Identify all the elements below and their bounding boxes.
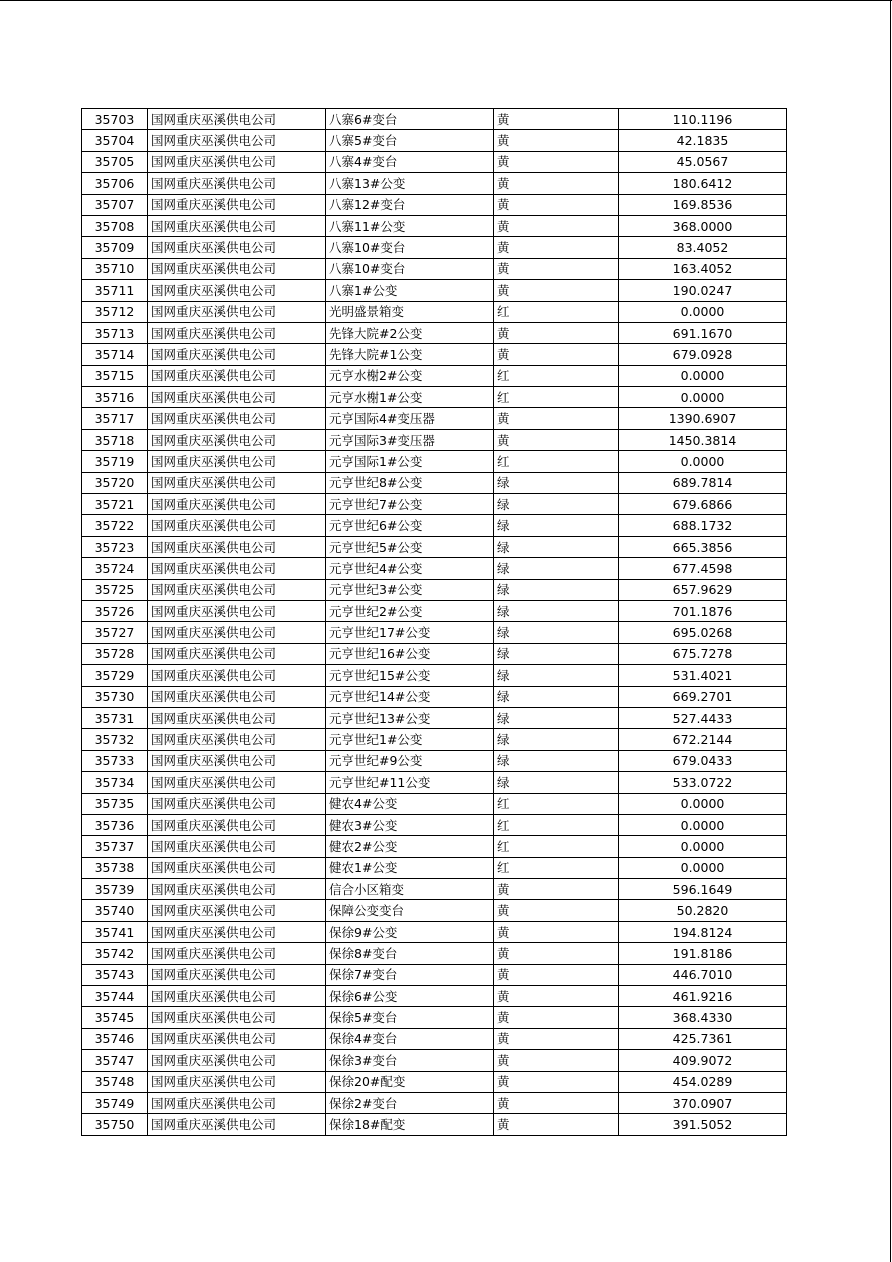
status-cell: 黄 xyxy=(494,151,619,172)
company-cell: 国网重庆巫溪供电公司 xyxy=(148,215,326,236)
company-cell: 国网重庆巫溪供电公司 xyxy=(148,365,326,386)
station-name-cell: 八寨6#变台 xyxy=(326,109,494,130)
table-row xyxy=(82,322,787,343)
company-cell: 国网重庆巫溪供电公司 xyxy=(148,1050,326,1071)
status-cell: 黄 xyxy=(494,900,619,921)
company-cell: 国网重庆巫溪供电公司 xyxy=(148,1114,326,1135)
company-cell: 国网重庆巫溪供电公司 xyxy=(148,986,326,1007)
company-cell: 国网重庆巫溪供电公司 xyxy=(148,772,326,793)
row-id-cell: 35737 xyxy=(82,836,148,857)
row-id-cell: 35720 xyxy=(82,472,148,493)
station-name-cell: 保徐7#变台 xyxy=(326,964,494,985)
value-cell: 163.4052 xyxy=(619,258,787,279)
status-cell: 红 xyxy=(494,387,619,408)
page-top-border xyxy=(0,0,892,1)
value-cell: 42.1835 xyxy=(619,130,787,151)
table-row xyxy=(82,558,787,579)
table-row xyxy=(82,451,787,472)
value-cell: 677.4598 xyxy=(619,558,787,579)
value-cell: 368.0000 xyxy=(619,215,787,236)
station-name-cell: 先锋大院#1公变 xyxy=(326,344,494,365)
table-row xyxy=(82,1007,787,1028)
row-id-cell: 35710 xyxy=(82,258,148,279)
station-name-cell: 元亨世纪13#公变 xyxy=(326,707,494,728)
value-cell: 0.0000 xyxy=(619,836,787,857)
value-cell: 531.4021 xyxy=(619,665,787,686)
table-row xyxy=(82,772,787,793)
station-name-cell: 保徐20#配变 xyxy=(326,1071,494,1092)
station-name-cell: 八寨11#公变 xyxy=(326,215,494,236)
station-name-cell: 元亨世纪4#公变 xyxy=(326,558,494,579)
table-row xyxy=(82,986,787,1007)
station-name-cell: 八寨10#变台 xyxy=(326,237,494,258)
value-cell: 679.0928 xyxy=(619,344,787,365)
row-id-cell: 35718 xyxy=(82,429,148,450)
row-id-cell: 35742 xyxy=(82,943,148,964)
table-row xyxy=(82,280,787,301)
table-row xyxy=(82,130,787,151)
status-cell: 绿 xyxy=(494,600,619,621)
status-cell: 黄 xyxy=(494,429,619,450)
company-cell: 国网重庆巫溪供电公司 xyxy=(148,109,326,130)
table-row xyxy=(82,365,787,386)
row-id-cell: 35732 xyxy=(82,729,148,750)
table-row xyxy=(82,729,787,750)
row-id-cell: 35706 xyxy=(82,173,148,194)
table-row xyxy=(82,1028,787,1049)
company-cell: 国网重庆巫溪供电公司 xyxy=(148,643,326,664)
company-cell: 国网重庆巫溪供电公司 xyxy=(148,900,326,921)
station-name-cell: 健农1#公变 xyxy=(326,857,494,878)
value-cell: 675.7278 xyxy=(619,643,787,664)
station-name-cell: 先锋大院#2公变 xyxy=(326,322,494,343)
row-id-cell: 35750 xyxy=(82,1114,148,1135)
station-name-cell: 元亨世纪5#公变 xyxy=(326,536,494,557)
status-cell: 绿 xyxy=(494,579,619,600)
value-cell: 596.1649 xyxy=(619,879,787,900)
value-cell: 701.1876 xyxy=(619,600,787,621)
station-name-cell: 保障公变变台 xyxy=(326,900,494,921)
company-cell: 国网重庆巫溪供电公司 xyxy=(148,921,326,942)
table-row xyxy=(82,344,787,365)
row-id-cell: 35709 xyxy=(82,237,148,258)
company-cell: 国网重庆巫溪供电公司 xyxy=(148,600,326,621)
station-name-cell: 元亨国际3#变压器 xyxy=(326,429,494,450)
company-cell: 国网重庆巫溪供电公司 xyxy=(148,151,326,172)
row-id-cell: 35719 xyxy=(82,451,148,472)
company-cell: 国网重庆巫溪供电公司 xyxy=(148,707,326,728)
status-cell: 绿 xyxy=(494,729,619,750)
table-row xyxy=(82,387,787,408)
row-id-cell: 35716 xyxy=(82,387,148,408)
table-row xyxy=(82,964,787,985)
table-row xyxy=(82,429,787,450)
company-cell: 国网重庆巫溪供电公司 xyxy=(148,301,326,322)
station-name-cell: 元亨水榭1#公变 xyxy=(326,387,494,408)
table-row xyxy=(82,793,787,814)
table-row xyxy=(82,686,787,707)
status-cell: 绿 xyxy=(494,665,619,686)
company-cell: 国网重庆巫溪供电公司 xyxy=(148,280,326,301)
station-name-cell: 八寨1#公变 xyxy=(326,280,494,301)
row-id-cell: 35704 xyxy=(82,130,148,151)
status-cell: 红 xyxy=(494,301,619,322)
status-cell: 黄 xyxy=(494,258,619,279)
status-cell: 红 xyxy=(494,857,619,878)
value-cell: 461.9216 xyxy=(619,986,787,1007)
row-id-cell: 35726 xyxy=(82,600,148,621)
status-cell: 黄 xyxy=(494,130,619,151)
station-name-cell: 保徐5#变台 xyxy=(326,1007,494,1028)
row-id-cell: 35703 xyxy=(82,109,148,130)
value-cell: 425.7361 xyxy=(619,1028,787,1049)
row-id-cell: 35707 xyxy=(82,194,148,215)
value-cell: 0.0000 xyxy=(619,814,787,835)
table-row xyxy=(82,1114,787,1135)
status-cell: 黄 xyxy=(494,1028,619,1049)
table-row xyxy=(82,515,787,536)
company-cell: 国网重庆巫溪供电公司 xyxy=(148,494,326,515)
table-row xyxy=(82,814,787,835)
status-cell: 黄 xyxy=(494,1092,619,1113)
station-name-cell: 元亨世纪7#公变 xyxy=(326,494,494,515)
row-id-cell: 35745 xyxy=(82,1007,148,1028)
table-row xyxy=(82,472,787,493)
row-id-cell: 35734 xyxy=(82,772,148,793)
value-cell: 446.7010 xyxy=(619,964,787,985)
status-cell: 黄 xyxy=(494,1007,619,1028)
value-cell: 194.8124 xyxy=(619,921,787,942)
station-name-cell: 元亨世纪17#公变 xyxy=(326,622,494,643)
value-cell: 191.8186 xyxy=(619,943,787,964)
status-cell: 黄 xyxy=(494,237,619,258)
value-cell: 0.0000 xyxy=(619,301,787,322)
row-id-cell: 35729 xyxy=(82,665,148,686)
row-id-cell: 35736 xyxy=(82,814,148,835)
table-row xyxy=(82,579,787,600)
company-cell: 国网重庆巫溪供电公司 xyxy=(148,515,326,536)
row-id-cell: 35739 xyxy=(82,879,148,900)
status-cell: 黄 xyxy=(494,194,619,215)
row-id-cell: 35746 xyxy=(82,1028,148,1049)
status-cell: 绿 xyxy=(494,772,619,793)
data-table xyxy=(81,108,787,1136)
company-cell: 国网重庆巫溪供电公司 xyxy=(148,429,326,450)
row-id-cell: 35711 xyxy=(82,280,148,301)
status-cell: 黄 xyxy=(494,1050,619,1071)
status-cell: 黄 xyxy=(494,986,619,1007)
station-name-cell: 八寨12#变台 xyxy=(326,194,494,215)
table-row xyxy=(82,494,787,515)
table-row xyxy=(82,237,787,258)
station-name-cell: 健农3#公变 xyxy=(326,814,494,835)
row-id-cell: 35744 xyxy=(82,986,148,1007)
value-cell: 0.0000 xyxy=(619,451,787,472)
company-cell: 国网重庆巫溪供电公司 xyxy=(148,408,326,429)
value-cell: 0.0000 xyxy=(619,793,787,814)
value-cell: 83.4052 xyxy=(619,237,787,258)
company-cell: 国网重庆巫溪供电公司 xyxy=(148,322,326,343)
status-cell: 红 xyxy=(494,814,619,835)
company-cell: 国网重庆巫溪供电公司 xyxy=(148,237,326,258)
row-id-cell: 35714 xyxy=(82,344,148,365)
row-id-cell: 35728 xyxy=(82,643,148,664)
company-cell: 国网重庆巫溪供电公司 xyxy=(148,793,326,814)
status-cell: 绿 xyxy=(494,536,619,557)
station-name-cell: 元亨世纪6#公变 xyxy=(326,515,494,536)
row-id-cell: 35713 xyxy=(82,322,148,343)
table-row xyxy=(82,1092,787,1113)
row-id-cell: 35741 xyxy=(82,921,148,942)
value-cell: 1450.3814 xyxy=(619,429,787,450)
table-row xyxy=(82,215,787,236)
status-cell: 绿 xyxy=(494,558,619,579)
company-cell: 国网重庆巫溪供电公司 xyxy=(148,387,326,408)
status-cell: 黄 xyxy=(494,408,619,429)
value-cell: 50.2820 xyxy=(619,900,787,921)
status-cell: 绿 xyxy=(494,515,619,536)
value-cell: 695.0268 xyxy=(619,622,787,643)
status-cell: 黄 xyxy=(494,943,619,964)
company-cell: 国网重庆巫溪供电公司 xyxy=(148,857,326,878)
station-name-cell: 信合小区箱变 xyxy=(326,879,494,900)
status-cell: 红 xyxy=(494,365,619,386)
station-name-cell: 保徐18#配变 xyxy=(326,1114,494,1135)
status-cell: 黄 xyxy=(494,1114,619,1135)
table-row xyxy=(82,301,787,322)
company-cell: 国网重庆巫溪供电公司 xyxy=(148,472,326,493)
value-cell: 190.0247 xyxy=(619,280,787,301)
company-cell: 国网重庆巫溪供电公司 xyxy=(148,1092,326,1113)
row-id-cell: 35717 xyxy=(82,408,148,429)
row-id-cell: 35740 xyxy=(82,900,148,921)
value-cell: 368.4330 xyxy=(619,1007,787,1028)
status-cell: 黄 xyxy=(494,344,619,365)
row-id-cell: 35705 xyxy=(82,151,148,172)
row-id-cell: 35724 xyxy=(82,558,148,579)
row-id-cell: 35725 xyxy=(82,579,148,600)
row-id-cell: 35723 xyxy=(82,536,148,557)
row-id-cell: 35712 xyxy=(82,301,148,322)
company-cell: 国网重庆巫溪供电公司 xyxy=(148,750,326,771)
company-cell: 国网重庆巫溪供电公司 xyxy=(148,344,326,365)
value-cell: 110.1196 xyxy=(619,109,787,130)
company-cell: 国网重庆巫溪供电公司 xyxy=(148,558,326,579)
station-name-cell: 保徐2#变台 xyxy=(326,1092,494,1113)
table-row xyxy=(82,665,787,686)
company-cell: 国网重庆巫溪供电公司 xyxy=(148,879,326,900)
table-row xyxy=(82,643,787,664)
station-name-cell: 元亨世纪8#公变 xyxy=(326,472,494,493)
value-cell: 1390.6907 xyxy=(619,408,787,429)
table-row xyxy=(82,194,787,215)
row-id-cell: 35731 xyxy=(82,707,148,728)
table-row xyxy=(82,750,787,771)
value-cell: 679.6866 xyxy=(619,494,787,515)
company-cell: 国网重庆巫溪供电公司 xyxy=(148,665,326,686)
row-id-cell: 35715 xyxy=(82,365,148,386)
status-cell: 黄 xyxy=(494,322,619,343)
station-name-cell: 保徐6#公变 xyxy=(326,986,494,1007)
value-cell: 0.0000 xyxy=(619,857,787,878)
value-cell: 0.0000 xyxy=(619,365,787,386)
company-cell: 国网重庆巫溪供电公司 xyxy=(148,814,326,835)
value-cell: 45.0567 xyxy=(619,151,787,172)
value-cell: 169.8536 xyxy=(619,194,787,215)
row-id-cell: 35727 xyxy=(82,622,148,643)
station-name-cell: 保徐8#变台 xyxy=(326,943,494,964)
company-cell: 国网重庆巫溪供电公司 xyxy=(148,729,326,750)
value-cell: 370.0907 xyxy=(619,1092,787,1113)
row-id-cell: 35730 xyxy=(82,686,148,707)
status-cell: 绿 xyxy=(494,472,619,493)
status-cell: 绿 xyxy=(494,494,619,515)
row-id-cell: 35733 xyxy=(82,750,148,771)
table-row xyxy=(82,1050,787,1071)
company-cell: 国网重庆巫溪供电公司 xyxy=(148,130,326,151)
value-cell: 657.9629 xyxy=(619,579,787,600)
value-cell: 669.2701 xyxy=(619,686,787,707)
row-id-cell: 35747 xyxy=(82,1050,148,1071)
station-name-cell: 元亨世纪3#公变 xyxy=(326,579,494,600)
company-cell: 国网重庆巫溪供电公司 xyxy=(148,1071,326,1092)
table-body xyxy=(82,109,787,1136)
station-name-cell: 八寨5#变台 xyxy=(326,130,494,151)
status-cell: 绿 xyxy=(494,750,619,771)
company-cell: 国网重庆巫溪供电公司 xyxy=(148,836,326,857)
company-cell: 国网重庆巫溪供电公司 xyxy=(148,1028,326,1049)
value-cell: 409.9072 xyxy=(619,1050,787,1071)
value-cell: 527.4433 xyxy=(619,707,787,728)
status-cell: 黄 xyxy=(494,215,619,236)
page-right-border xyxy=(890,0,891,1262)
station-name-cell: 保徐3#变台 xyxy=(326,1050,494,1071)
station-name-cell: 元亨国际4#变压器 xyxy=(326,408,494,429)
station-name-cell: 元亨国际1#公变 xyxy=(326,451,494,472)
status-cell: 绿 xyxy=(494,622,619,643)
station-name-cell: 健农2#公变 xyxy=(326,836,494,857)
status-cell: 黄 xyxy=(494,879,619,900)
status-cell: 红 xyxy=(494,451,619,472)
row-id-cell: 35735 xyxy=(82,793,148,814)
row-id-cell: 35749 xyxy=(82,1092,148,1113)
table-row xyxy=(82,879,787,900)
table-row xyxy=(82,600,787,621)
row-id-cell: 35721 xyxy=(82,494,148,515)
table-row xyxy=(82,943,787,964)
table-row xyxy=(82,1071,787,1092)
status-cell: 黄 xyxy=(494,109,619,130)
company-cell: 国网重庆巫溪供电公司 xyxy=(148,686,326,707)
status-cell: 红 xyxy=(494,836,619,857)
station-name-cell: 元亨世纪16#公变 xyxy=(326,643,494,664)
station-name-cell: 元亨水榭2#公变 xyxy=(326,365,494,386)
station-name-cell: 保徐4#变台 xyxy=(326,1028,494,1049)
station-name-cell: 八寨10#变台 xyxy=(326,258,494,279)
value-cell: 688.1732 xyxy=(619,515,787,536)
company-cell: 国网重庆巫溪供电公司 xyxy=(148,622,326,643)
company-cell: 国网重庆巫溪供电公司 xyxy=(148,173,326,194)
station-name-cell: 八寨4#变台 xyxy=(326,151,494,172)
station-name-cell: 保徐9#公变 xyxy=(326,921,494,942)
row-id-cell: 35708 xyxy=(82,215,148,236)
value-cell: 180.6412 xyxy=(619,173,787,194)
station-name-cell: 元亨世纪1#公变 xyxy=(326,729,494,750)
value-cell: 391.5052 xyxy=(619,1114,787,1135)
company-cell: 国网重庆巫溪供电公司 xyxy=(148,258,326,279)
table-row xyxy=(82,258,787,279)
station-name-cell: 元亨世纪2#公变 xyxy=(326,600,494,621)
value-cell: 691.1670 xyxy=(619,322,787,343)
table-row xyxy=(82,408,787,429)
status-cell: 黄 xyxy=(494,1071,619,1092)
row-id-cell: 35748 xyxy=(82,1071,148,1092)
table-row xyxy=(82,151,787,172)
station-name-cell: 元亨世纪15#公变 xyxy=(326,665,494,686)
table-row xyxy=(82,857,787,878)
station-name-cell: 光明盛景箱变 xyxy=(326,301,494,322)
status-cell: 黄 xyxy=(494,921,619,942)
value-cell: 454.0289 xyxy=(619,1071,787,1092)
status-cell: 绿 xyxy=(494,707,619,728)
status-cell: 黄 xyxy=(494,280,619,301)
row-id-cell: 35743 xyxy=(82,964,148,985)
table-row xyxy=(82,836,787,857)
row-id-cell: 35738 xyxy=(82,857,148,878)
table-row xyxy=(82,622,787,643)
status-cell: 红 xyxy=(494,793,619,814)
table-row xyxy=(82,173,787,194)
company-cell: 国网重庆巫溪供电公司 xyxy=(148,536,326,557)
table-row xyxy=(82,921,787,942)
station-name-cell: 元亨世纪#11公变 xyxy=(326,772,494,793)
company-cell: 国网重庆巫溪供电公司 xyxy=(148,194,326,215)
status-cell: 绿 xyxy=(494,686,619,707)
table-row xyxy=(82,900,787,921)
station-name-cell: 元亨世纪14#公变 xyxy=(326,686,494,707)
company-cell: 国网重庆巫溪供电公司 xyxy=(148,964,326,985)
company-cell: 国网重庆巫溪供电公司 xyxy=(148,943,326,964)
value-cell: 679.0433 xyxy=(619,750,787,771)
status-cell: 绿 xyxy=(494,643,619,664)
table-row xyxy=(82,536,787,557)
station-name-cell: 元亨世纪#9公变 xyxy=(326,750,494,771)
value-cell: 672.2144 xyxy=(619,729,787,750)
status-cell: 黄 xyxy=(494,964,619,985)
company-cell: 国网重庆巫溪供电公司 xyxy=(148,1007,326,1028)
table-row xyxy=(82,707,787,728)
company-cell: 国网重庆巫溪供电公司 xyxy=(148,579,326,600)
value-cell: 533.0722 xyxy=(619,772,787,793)
table-row xyxy=(82,109,787,130)
status-cell: 黄 xyxy=(494,173,619,194)
value-cell: 689.7814 xyxy=(619,472,787,493)
station-name-cell: 八寨13#公变 xyxy=(326,173,494,194)
station-name-cell: 健农4#公变 xyxy=(326,793,494,814)
value-cell: 665.3856 xyxy=(619,536,787,557)
value-cell: 0.0000 xyxy=(619,387,787,408)
row-id-cell: 35722 xyxy=(82,515,148,536)
company-cell: 国网重庆巫溪供电公司 xyxy=(148,451,326,472)
